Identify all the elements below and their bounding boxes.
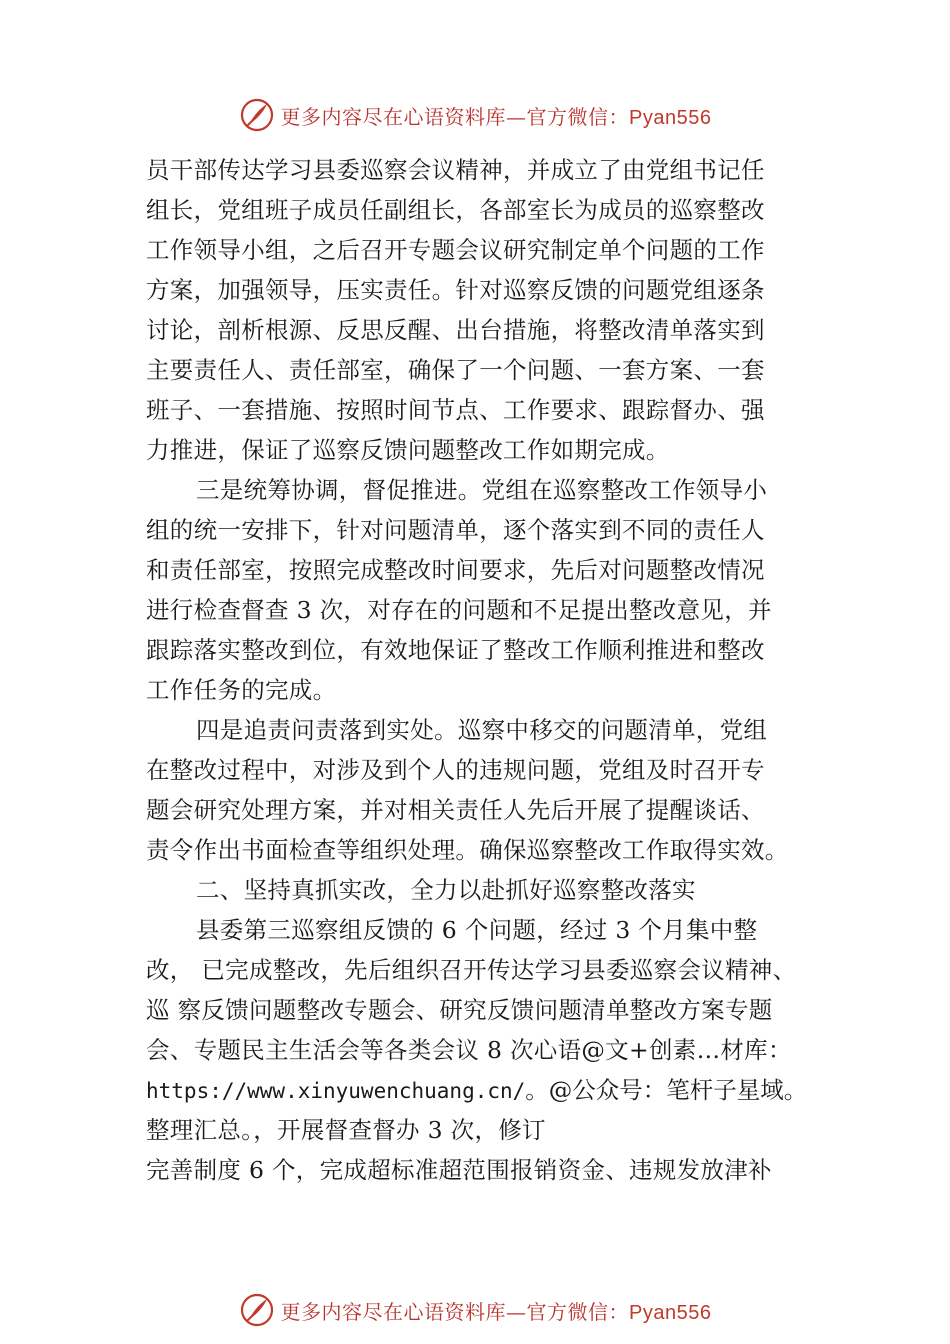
text-line: 工作领导小组，之后召开专题会议研究制定单个问题的工作 [146, 236, 765, 264]
text-line: 完善制度 6 个，完成超标准超范围报销资金、违规发放津补 [146, 1156, 772, 1184]
wechat-id: Pyan556 [629, 1301, 712, 1324]
footer-watermark [0, 1290, 950, 1330]
text-line: 组长，党组班子成员任副组长，各部室长为成员的巡察整改 [146, 196, 765, 224]
text-line: 四是追责问责落到实处。巡察中移交的问题清单，党组 [196, 716, 768, 744]
text-line: 和责任部室，按照完成整改时间要求，先后对问题整改情况 [146, 556, 765, 584]
header-watermark [0, 95, 950, 135]
text-line: 三是统筹协调，督促推进。党组在巡察整改工作领导小 [196, 476, 768, 504]
text-line: 员干部传达学习县委巡察会议精神，并成立了由党组书记任 [146, 156, 765, 184]
text-line: 题会研究处理方案，并对相关责任人先后开展了提醒谈话、 [146, 796, 765, 824]
text-line: 方案，加强领导，压实责任。针对巡察反馈的问题党组逐条 [146, 276, 765, 304]
paragraph-4 [146, 910, 836, 1190]
quill-logo-icon [239, 1292, 275, 1328]
text-line: 工作任务的完成。 [146, 676, 337, 704]
paragraph-3 [146, 710, 836, 870]
wechat-id: Pyan556 [629, 106, 712, 129]
text-line: 巡 察反馈问题整改专题会、研究反馈问题清单整改方案专题 [146, 996, 773, 1024]
quill-logo-icon [239, 97, 275, 133]
text-line: 主要责任人、责任部室，确保了一个问题、一套方案、一套 [146, 356, 765, 384]
text-line: 跟踪落实整改到位，有效地保证了整改工作顺利推进和整改 [146, 636, 765, 664]
text-line: 改， 已完成整改，先后组织召开传达学习县委巡察会议精神、 [146, 956, 797, 984]
website-url: https://www.xinyuwenchuang.cn/ [146, 1079, 526, 1103]
document-body [146, 150, 836, 1190]
text-line: 县委第三巡察组反馈的 6 个问题，经过 3 个月集中整 [196, 916, 758, 944]
text-line: 会、专题民主生活会等各类会议 8 次心语@文+创素…材库： [146, 1036, 792, 1064]
text-line: 整理汇总。，开展督查督办 3 次，修订 [146, 1116, 546, 1144]
text-line: 责令作出书面检查等组织处理。确保巡察整改工作取得实效。 [146, 836, 789, 864]
section-heading: 二、坚持真抓实改，全力以赴抓好巡察整改落实 [196, 876, 696, 904]
text-line: 讨论，剖析根源、反思反醒、出台措施，将整改清单落实到 [146, 316, 765, 344]
text-line: 班子、一套措施、按照时间节点、工作要求、跟踪督办、强 [146, 396, 765, 424]
paragraph-2 [146, 470, 836, 710]
paragraph-1 [146, 150, 836, 470]
url-line [146, 1070, 836, 1110]
text-line: 力推进，保证了巡察反馈问题整改工作如期完成。 [146, 436, 670, 464]
text-line: 组的统一安排下，针对问题清单，逐个落实到不同的责任人 [146, 516, 765, 544]
text-line: 。@公众号：笔杆子星域。 [525, 1076, 808, 1104]
footer-watermark-text: 更多内容尽在心语资料库—官方微信：Pyan556 [280, 1299, 712, 1324]
text-line: 进行检查督查 3 次，对存在的问题和不足提出整改意见，并 [146, 596, 772, 624]
text-line: 在整改过程中，对涉及到个人的违规问题，党组及时召开专 [146, 756, 765, 784]
header-watermark-text: 更多内容尽在心语资料库—官方微信：Pyan556 [280, 104, 712, 129]
